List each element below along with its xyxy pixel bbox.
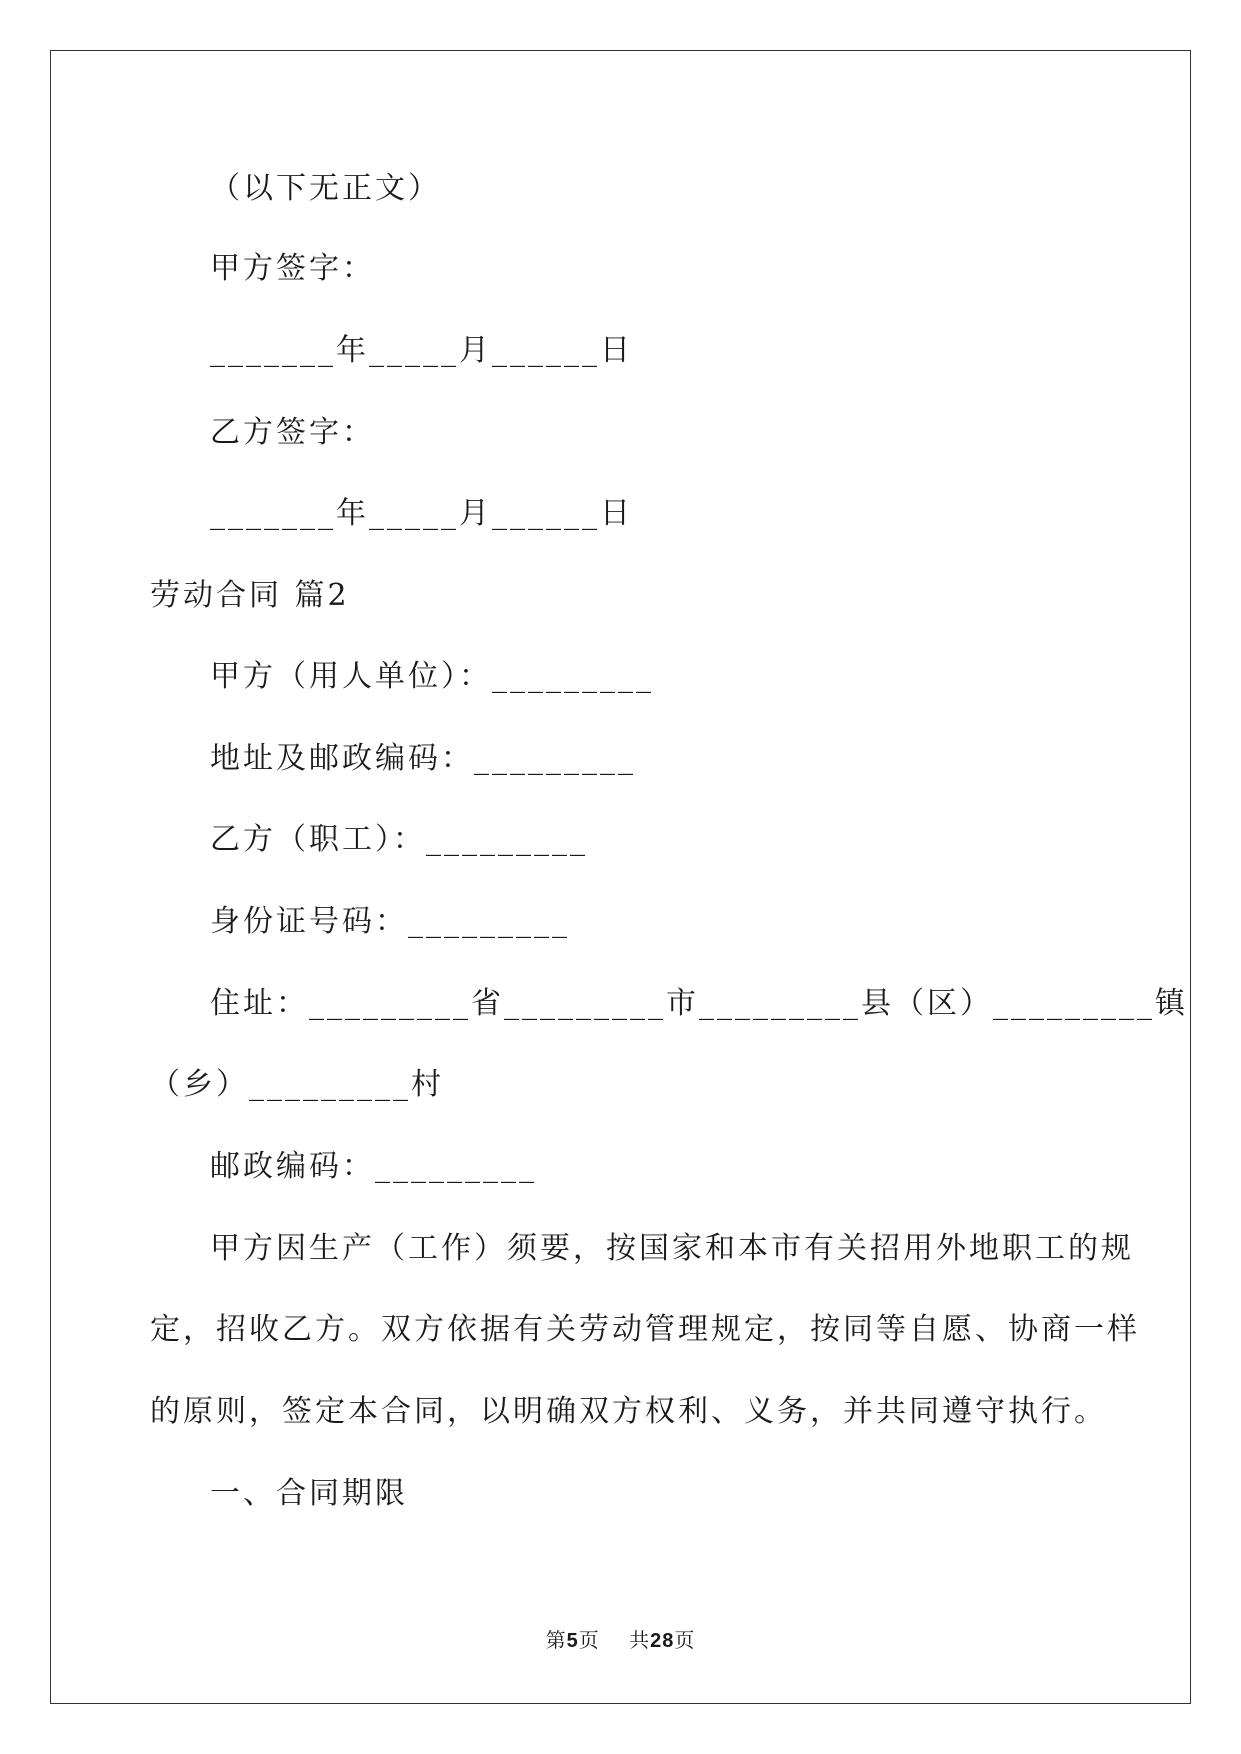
- party-a-date-line: _______年_____月______日: [210, 333, 633, 368]
- body-paragraph-line-1: 甲方因生产（工作）须要，按国家和本市有关招用外地职工的规: [210, 1231, 1134, 1266]
- total-pages: 28: [650, 1630, 675, 1652]
- section-heading: 劳动合同 篇2: [150, 578, 350, 613]
- party-b-date-line: _______年_____月______日: [210, 496, 633, 531]
- residence-field-continued: （乡）_________村: [150, 1067, 444, 1102]
- page-number: 5: [566, 1630, 579, 1652]
- no-more-text-note: （以下无正文）: [210, 171, 441, 206]
- party-a-signature-label: 甲方签字：: [210, 251, 375, 286]
- page-border: [50, 50, 1191, 1704]
- total-prefix: 共: [629, 1628, 651, 1652]
- page-prefix: 第: [545, 1628, 567, 1652]
- body-paragraph-line-2: 定，招收乙方。双方依据有关劳动管理规定，按同等自愿、协商一样: [150, 1312, 1140, 1347]
- address-postcode-field: 地址及邮政编码：_________: [210, 741, 636, 776]
- body-paragraph-line-3: 的原则，签定本合同，以明确双方权利、义务，并共同遵守执行。: [150, 1394, 1107, 1429]
- party-a-employer-field: 甲方（用人单位）：_________: [210, 659, 654, 694]
- page-suffix: 页: [578, 1628, 600, 1652]
- contract-term-heading: 一、合同期限: [210, 1476, 408, 1511]
- page-footer: [0, 1627, 1241, 1654]
- residence-field: 住址：_________省_________市_________县（区）_________镇: [210, 986, 1188, 1021]
- postcode-field: 邮政编码：_________: [210, 1149, 537, 1184]
- total-suffix: 页: [674, 1628, 696, 1652]
- party-b-employee-field: 乙方（职工）：_________: [210, 822, 588, 857]
- id-number-field: 身份证号码：_________: [210, 904, 570, 939]
- party-b-signature-label: 乙方签字：: [210, 415, 375, 450]
